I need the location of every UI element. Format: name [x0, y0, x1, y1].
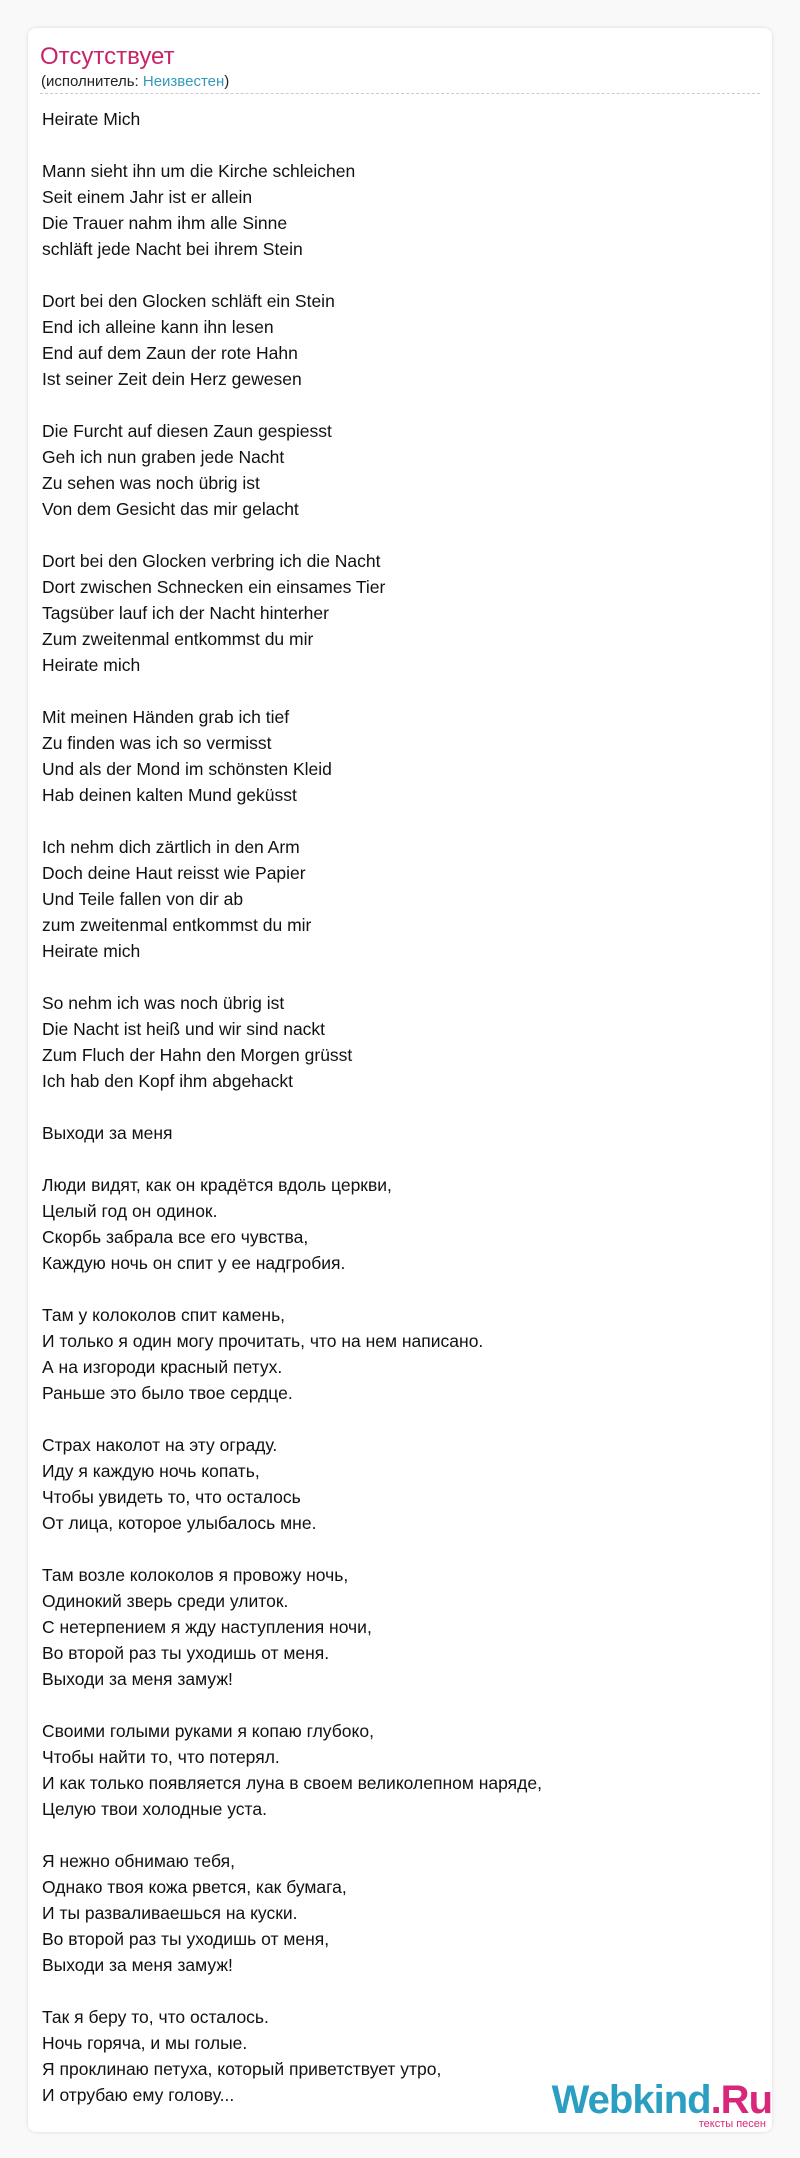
lyric-line: Zu finden was ich so vermisst — [42, 733, 272, 753]
lyric-line: Seit einem Jahr ist er allein — [42, 187, 253, 207]
lyric-line: И отрубаю ему голову... — [42, 2085, 235, 2105]
lyric-line: Zu sehen was noch übrig ist — [42, 473, 260, 493]
lyric-line: Во второй раз ты уходишь от меня, — [42, 1929, 330, 1949]
lyric-line: Zum zweitenmal entkommst du mir — [42, 629, 314, 649]
lyric-line — [42, 964, 742, 990]
lyric-line: End auf dem Zaun der rote Hahn — [42, 343, 298, 363]
lyric-line: Heirate mich — [42, 655, 141, 675]
lyric-line: Die Furcht auf diesen Zaun gespiesst — [42, 421, 332, 441]
lyric-line: Geh ich nun graben jede Nacht — [42, 447, 285, 467]
lyric-line — [42, 1536, 742, 1562]
song-title: Отсутствует — [40, 43, 175, 70]
lyric-line — [42, 808, 742, 834]
lyric-line: Heirate Mich — [42, 109, 141, 129]
lyric-line: Und als der Mond im schönsten Kleid — [42, 759, 332, 779]
lyric-line: Doch deine Haut reisst wie Papier — [42, 863, 306, 883]
lyric-line: Я нежно обнимаю тебя, — [42, 1851, 235, 1871]
lyric-line: So nehm ich was noch übrig ist — [42, 993, 285, 1013]
lyric-line: Там возле колоколов я провожу ночь, — [42, 1565, 349, 1585]
lyric-line: Целый год он одинок. — [42, 1201, 218, 1221]
logo-wordmark — [552, 2080, 772, 2120]
lyric-line: Люди видят, как он крадётся вдоль церкви, — [42, 1175, 392, 1195]
lyric-line: Dort zwischen Schnecken ein einsames Tier — [42, 577, 386, 597]
lyric-line: Tagsüber lauf ich der Nacht hinterher — [42, 603, 329, 623]
lyric-line: Одинокий зверь среди улиток. — [42, 1591, 289, 1611]
lyric-line: Страх наколот на эту ограду. — [42, 1435, 278, 1455]
artist-line — [41, 72, 229, 92]
lyric-line: Zum Fluch der Hahn den Morgen grüsst — [42, 1045, 353, 1065]
lyric-line: Я проклинаю петуха, который приветствует утро, — [42, 2059, 442, 2079]
lyric-line — [42, 522, 742, 548]
lyric-line: И только я один могу прочитать, что на нем написано. — [42, 1331, 484, 1351]
lyric-line: Чтобы найти то, что потерял. — [42, 1747, 280, 1767]
lyric-line — [42, 678, 742, 704]
lyric-line: Своими голыми руками я копаю глубоко, — [42, 1721, 374, 1741]
lyric-line: Выходи за меня замуж! — [42, 1955, 233, 1975]
lyric-line: schläft jede Nacht bei ihrem Stein — [42, 239, 303, 259]
lyric-line: Выходи за меня замуж! — [42, 1669, 233, 1689]
lyric-line: А на изгороди красный петух. — [42, 1357, 283, 1377]
logo-tagline: тексты песен — [698, 2118, 766, 2130]
lyric-line — [42, 1406, 742, 1432]
lyric-line: Dort bei den Glocken verbring ich die Nacht — [42, 551, 381, 571]
lyric-line — [42, 392, 742, 418]
lyric-line: Dort bei den Glocken schläft ein Stein — [42, 291, 335, 311]
lyric-line — [42, 132, 742, 158]
logo-tld: .Ru — [710, 2078, 772, 2122]
lyric-line — [42, 1146, 742, 1172]
lyric-line — [42, 1094, 742, 1120]
lyric-line: End ich alleine kann ihn lesen — [42, 317, 274, 337]
lyric-line: Ich hab den Kopf ihm abgehackt — [42, 1071, 294, 1091]
lyric-line — [42, 262, 742, 288]
lyric-line: Ist seiner Zeit dein Herz gewesen — [42, 369, 302, 389]
lyric-line: Так я беру то, что осталось. — [42, 2007, 269, 2027]
lyric-line: Und Teile fallen von dir ab — [42, 889, 244, 909]
logo-word: Webkind — [551, 2078, 711, 2122]
lyric-line: Скорбь забрала все его чувства, — [42, 1227, 309, 1247]
lyric-line: Каждую ночь он спит у ее надгробия. — [42, 1253, 346, 1273]
lyric-line: И как только появляется луна в своем великолепном наряде, — [42, 1773, 542, 1793]
lyric-line: Целую твои холодные уста. — [42, 1799, 267, 1819]
lyric-line: Mann sieht ihn um die Kirche schleichen — [42, 161, 356, 181]
lyric-line: Von dem Gesicht das mir gelacht — [42, 499, 299, 519]
lyric-line: Ich nehm dich zärtlich in den Arm — [42, 837, 300, 857]
artist-prefix: (исполнитель: — [41, 73, 143, 90]
lyric-line: zum zweitenmal entkommst du mir — [42, 915, 312, 935]
lyric-line: Раньше это было твое сердце. — [42, 1383, 293, 1403]
lyric-line: Выходи за меня — [42, 1123, 173, 1143]
lyric-line: Hab deinen kalten Mund geküsst — [42, 785, 297, 805]
lyric-line: Die Nacht ist heiß und wir sind nackt — [42, 1019, 326, 1039]
lyric-line — [42, 1822, 742, 1848]
lyric-line: С нетерпением я жду наступления ночи, — [42, 1617, 372, 1637]
lyric-line: Иду я каждую ночь копать, — [42, 1461, 260, 1481]
lyric-line: Там у колоколов спит камень, — [42, 1305, 286, 1325]
lyric-line: От лица, которое улыбалось мне. — [42, 1513, 317, 1533]
lyric-line — [42, 1692, 742, 1718]
lyrics-text — [42, 106, 742, 2108]
lyric-line: Во второй раз ты уходишь от меня. — [42, 1643, 330, 1663]
header-divider — [40, 93, 760, 94]
artist-suffix: ) — [224, 73, 230, 90]
lyric-line: Mit meinen Händen grab ich tief — [42, 707, 290, 727]
lyric-line: Heirate mich — [42, 941, 141, 961]
lyric-line: Die Trauer nahm ihm alle Sinne — [42, 213, 288, 233]
lyric-line — [42, 1978, 742, 2004]
lyric-line: Ночь горяча, и мы голые. — [42, 2033, 248, 2053]
lyric-line: Чтобы увидеть то, что осталось — [42, 1487, 301, 1507]
artist-link[interactable]: Неизвестен — [142, 73, 225, 90]
site-logo[interactable] — [552, 2080, 772, 2130]
lyric-line: И ты разваливаешься на куски. — [42, 1903, 298, 1923]
lyric-line — [42, 1276, 742, 1302]
lyric-line: Однако твоя кожа рвется, как бумага, — [42, 1877, 347, 1897]
